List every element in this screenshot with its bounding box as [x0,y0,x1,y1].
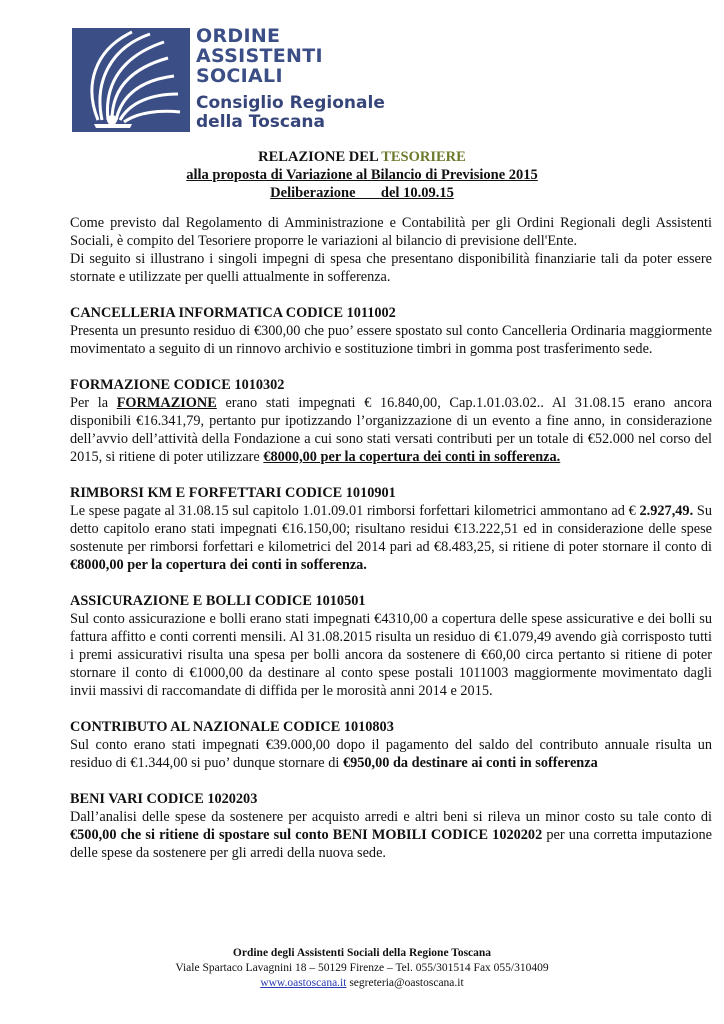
section-heading: ASSICURAZIONE E BOLLI CODICE 1010501 [70,593,366,609]
logo-wordmark [196,26,385,132]
section-text: Presenta un presunto residuo di €300,00 che puo’ essere spostato sul conto Cancelleria Ordinaria maggiormente movimentato a seguito di un rinnovo archivio e sostituzione timbri in gomma post trasferimento sede. [70,323,712,357]
website-link[interactable]: www.oastoscana.it [260,977,347,989]
section-heading: RIMBORSI KM E FORFETTARI CODICE 1010901 [70,485,396,501]
section-text [70,808,712,862]
text-run-bold-underline: FORMAZIONE [116,395,217,411]
text-run-bold: 2.927,49. [639,503,694,519]
page-footer [0,946,724,991]
logo-emblem-icon [72,28,190,132]
section-heading: CONTRIBUTO AL NAZIONALE CODICE 1010803 [70,719,394,735]
footer-contacts [0,976,724,991]
logo-line-sociali: SOCIALI [196,65,283,87]
section-text: Sul conto assicurazione e bolli erano stati impegnati €4310,00 a copertura delle spese assicurative e dei bolli su fattura affitto e conti correnti mensili. Al 31.08.2015 risulta un residuo di €1.079,49 avendo già corrisposto tutti i premi assicurativi risulta una spesa per bolli ancora da sostenere di €60,00 circa pertanto si ritiene di poter stornare il conto di €1000,00 da destinare al conto spese postali 1011003 maggiormente movimentato dagli invii massivi di raccomandate di diffida per le morosità anni 2014 e 2015. [70,611,712,699]
section-text [70,394,712,466]
section-heading: FORMAZIONE CODICE 1010302 [70,377,285,393]
text-run: Le spese pagate al 31.08.15 sul capitolo 1.01.09.01 rimborsi forfettari kilometrici ammontano ad € [70,503,640,519]
text-run: Sul conto erano stati impegnati €39.000,00 dopo il pagamento del saldo del contributo annuale risulta un residuo di €1.344,00 si puo’ dunque stornare di [70,737,712,771]
text-run: Per la [70,395,117,411]
text-run: Su detto capitolo erano stati impegnati €16.150,00; risultano residui €13.222,51 ed in considerazione delle spese sostenute per rimborsi forfettari e kilometrici del 2014 pari ad €8.483,25, si ritiene di poter stornare il conto di [70,503,712,555]
document-body [70,214,712,862]
title-line-1 [0,148,724,166]
title-prefix: RELAZIONE DEL [258,149,378,165]
section-text [70,502,712,574]
title-line-3: Deliberazione del 10.09.15 [270,185,454,201]
section-heading: BENI VARI CODICE 1020203 [70,791,258,807]
intro-paragraph-1: Come previsto dal Regolamento di Amministrazione e Contabilità per gli Ordini Regionali degli Assistenti Sociali, è compito del Tesoriere proporre le variazioni al bilancio di previsione dell'Ente. [70,215,712,249]
text-run-bold: €500,00 che si ritiene di spostare sul conto BENI MOBILI CODICE 1020202 [70,827,543,843]
section-beni [70,790,712,862]
logo-line-assistenti: ASSISTENTI [196,45,323,67]
section-text [70,736,712,772]
organization-logo [72,25,385,134]
section-assicurazione [70,592,712,700]
text-run: per una corretta imputazione delle spese da sostenere per gli arredi della nuova sede. [70,827,712,861]
section-cancelleria [70,304,712,358]
text-run: erano stati impegnati € 16.840,00, Cap.1.01.03.02.. Al 31.08.15 erano ancora disponibili €16.341,79, pertanto pur ipotizzando l’organizzazione di un evento a fine anno, in considerazione dell’avvio dell’attività della Fondazione a cui sono stati versati contributi per un totale di €52.000 nel corso del 2015, si ritiene di poter utilizzare [70,395,712,465]
section-rimborsi [70,484,712,574]
text-run: Dall’analisi delle spese da sostenere per acquisto arredi e altri beni si rileva un minor costo su tale conto di [70,809,712,825]
footer-organization: Ordine degli Assistenti Sociali della Regione Toscana [232,947,492,959]
footer-email: segreteria@oastoscana.it [349,977,464,989]
text-run-bold: €8000,00 per la copertura dei conti in sofferenza. [70,557,367,573]
logo-line-ordine: ORDINE [196,25,281,47]
title-line-2: alla proposta di Variazione al Bilancio di Previsione 2015 [186,167,538,183]
logo-line-consiglio: Consiglio Regionale [196,93,385,113]
logo-line-toscana: della Toscana [196,112,326,132]
section-contributo [70,718,712,772]
intro-paragraph-2: Di seguito si illustrano i singoli impegni di spesa che presentano disponibilità finanziarie tali da poter essere stornate e utilizzate per quelli attualmente in sofferenza. [70,251,712,285]
section-heading: CANCELLERIA INFORMATICA CODICE 1011002 [70,305,396,321]
text-run-bold-underline: €8000,00 per la copertura dei conti in sofferenza. [263,449,561,465]
section-formazione [70,376,712,466]
text-run-bold: €950,00 da destinare ai conti in sofferenza [342,755,598,771]
title-highlight: TESORIERE [381,149,466,165]
footer-address: Viale Spartaco Lavagnini 18 – 50129 Firenze – Tel. 055/301514 Fax 055/310409 [175,962,549,974]
document-title [0,148,724,202]
